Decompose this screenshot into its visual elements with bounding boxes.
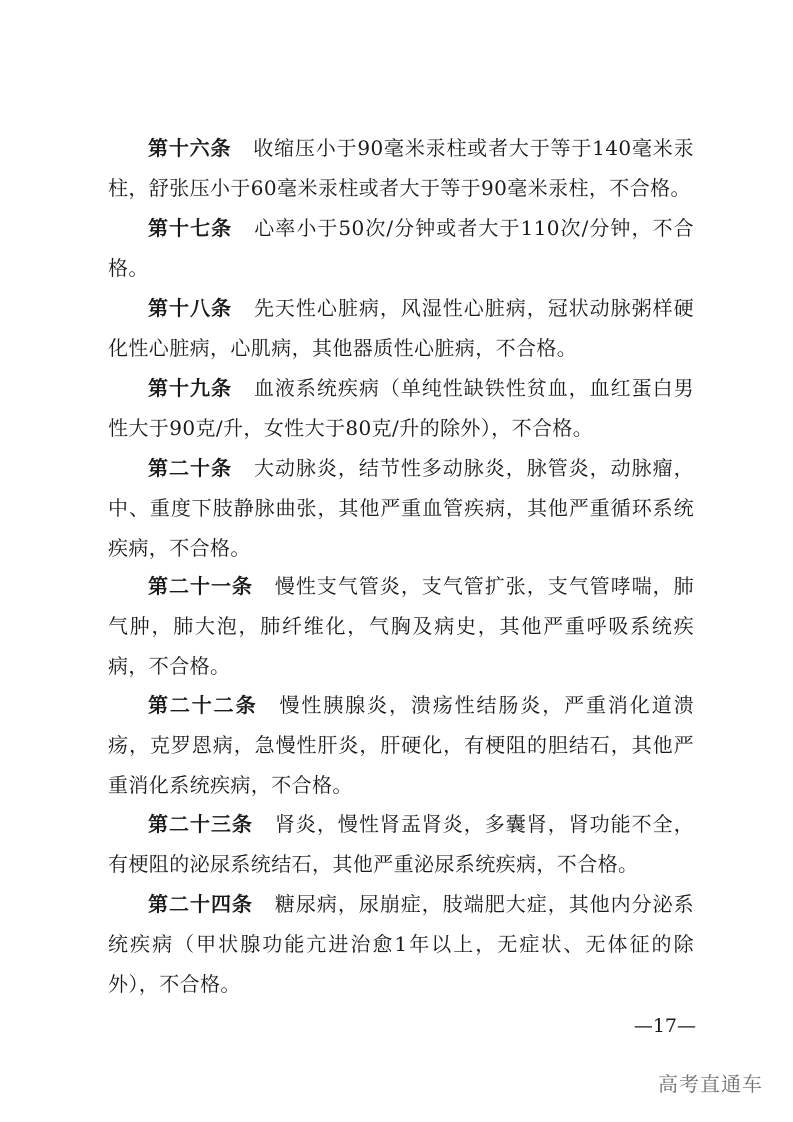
page-number: —17— <box>633 1015 696 1037</box>
article-number: 第二十四条 <box>148 892 253 916</box>
article-number: 第二十条 <box>148 456 232 480</box>
article-18 <box>108 288 694 368</box>
article-21 <box>108 566 694 686</box>
article-text: 心率小于50次/分钟或者大于110次/分钟，不合格。 <box>108 216 694 280</box>
article-17 <box>108 208 694 288</box>
article-number: 第二十三条 <box>148 812 253 836</box>
watermark: 高考直通车 <box>658 1072 763 1096</box>
article-number: 第十六条 <box>148 136 232 160</box>
article-text: 慢性胰腺炎，溃疡性结肠炎，严重消化道溃疡，克罗恩病，急慢性肝炎，肝硬化，有梗阻的胆结石，其他严重消化系统疾病，不合格。 <box>108 693 694 797</box>
article-23 <box>108 804 694 884</box>
article-text: 糖尿病，尿崩症，肢端肥大症，其他内分泌系统疾病（甲状腺功能亢进治愈1年以上，无症状、无体征的除外），不合格。 <box>108 892 695 996</box>
article-24 <box>108 884 694 1004</box>
article-text: 大动脉炎，结节性多动脉炎，脉管炎，动脉瘤，中、重度下肢静脉曲张，其他严重血管疾病，其他严重循环系统疾病，不合格。 <box>108 456 694 560</box>
article-20 <box>108 448 694 568</box>
article-text: 收缩压小于90毫米汞柱或者大于等于140毫米汞柱，舒张压小于60毫米汞柱或者大于等于90毫米汞柱，不合格。 <box>108 136 694 200</box>
article-text: 肾炎，慢性肾盂肾炎，多囊肾，肾功能不全，有梗阻的泌尿系统结石，其他严重泌尿系统疾病，不合格。 <box>108 812 695 876</box>
article-number: 第十八条 <box>148 296 232 320</box>
article-number: 第二十一条 <box>148 574 253 598</box>
article-text: 慢性支气管炎，支气管扩张，支气管哮喘，肺气肿，肺大泡，肺纤维化，气胸及病史，其他严重呼吸系统疾病，不合格。 <box>108 574 695 678</box>
article-text: 先天性心脏病，风湿性心脏病，冠状动脉粥样硬化性心脏病，心肌病，其他器质性心脏病，不合格。 <box>108 296 694 360</box>
article-19 <box>108 368 694 448</box>
article-number: 第二十二条 <box>148 693 258 717</box>
article-22 <box>108 685 694 805</box>
article-number: 第十七条 <box>148 216 233 240</box>
article-text: 血液系统疾病（单纯性缺铁性贫血，血红蛋白男性大于90克/升，女性大于80克/升的除外），不合格。 <box>108 376 694 440</box>
article-number: 第十九条 <box>148 376 232 400</box>
article-16 <box>108 128 694 208</box>
